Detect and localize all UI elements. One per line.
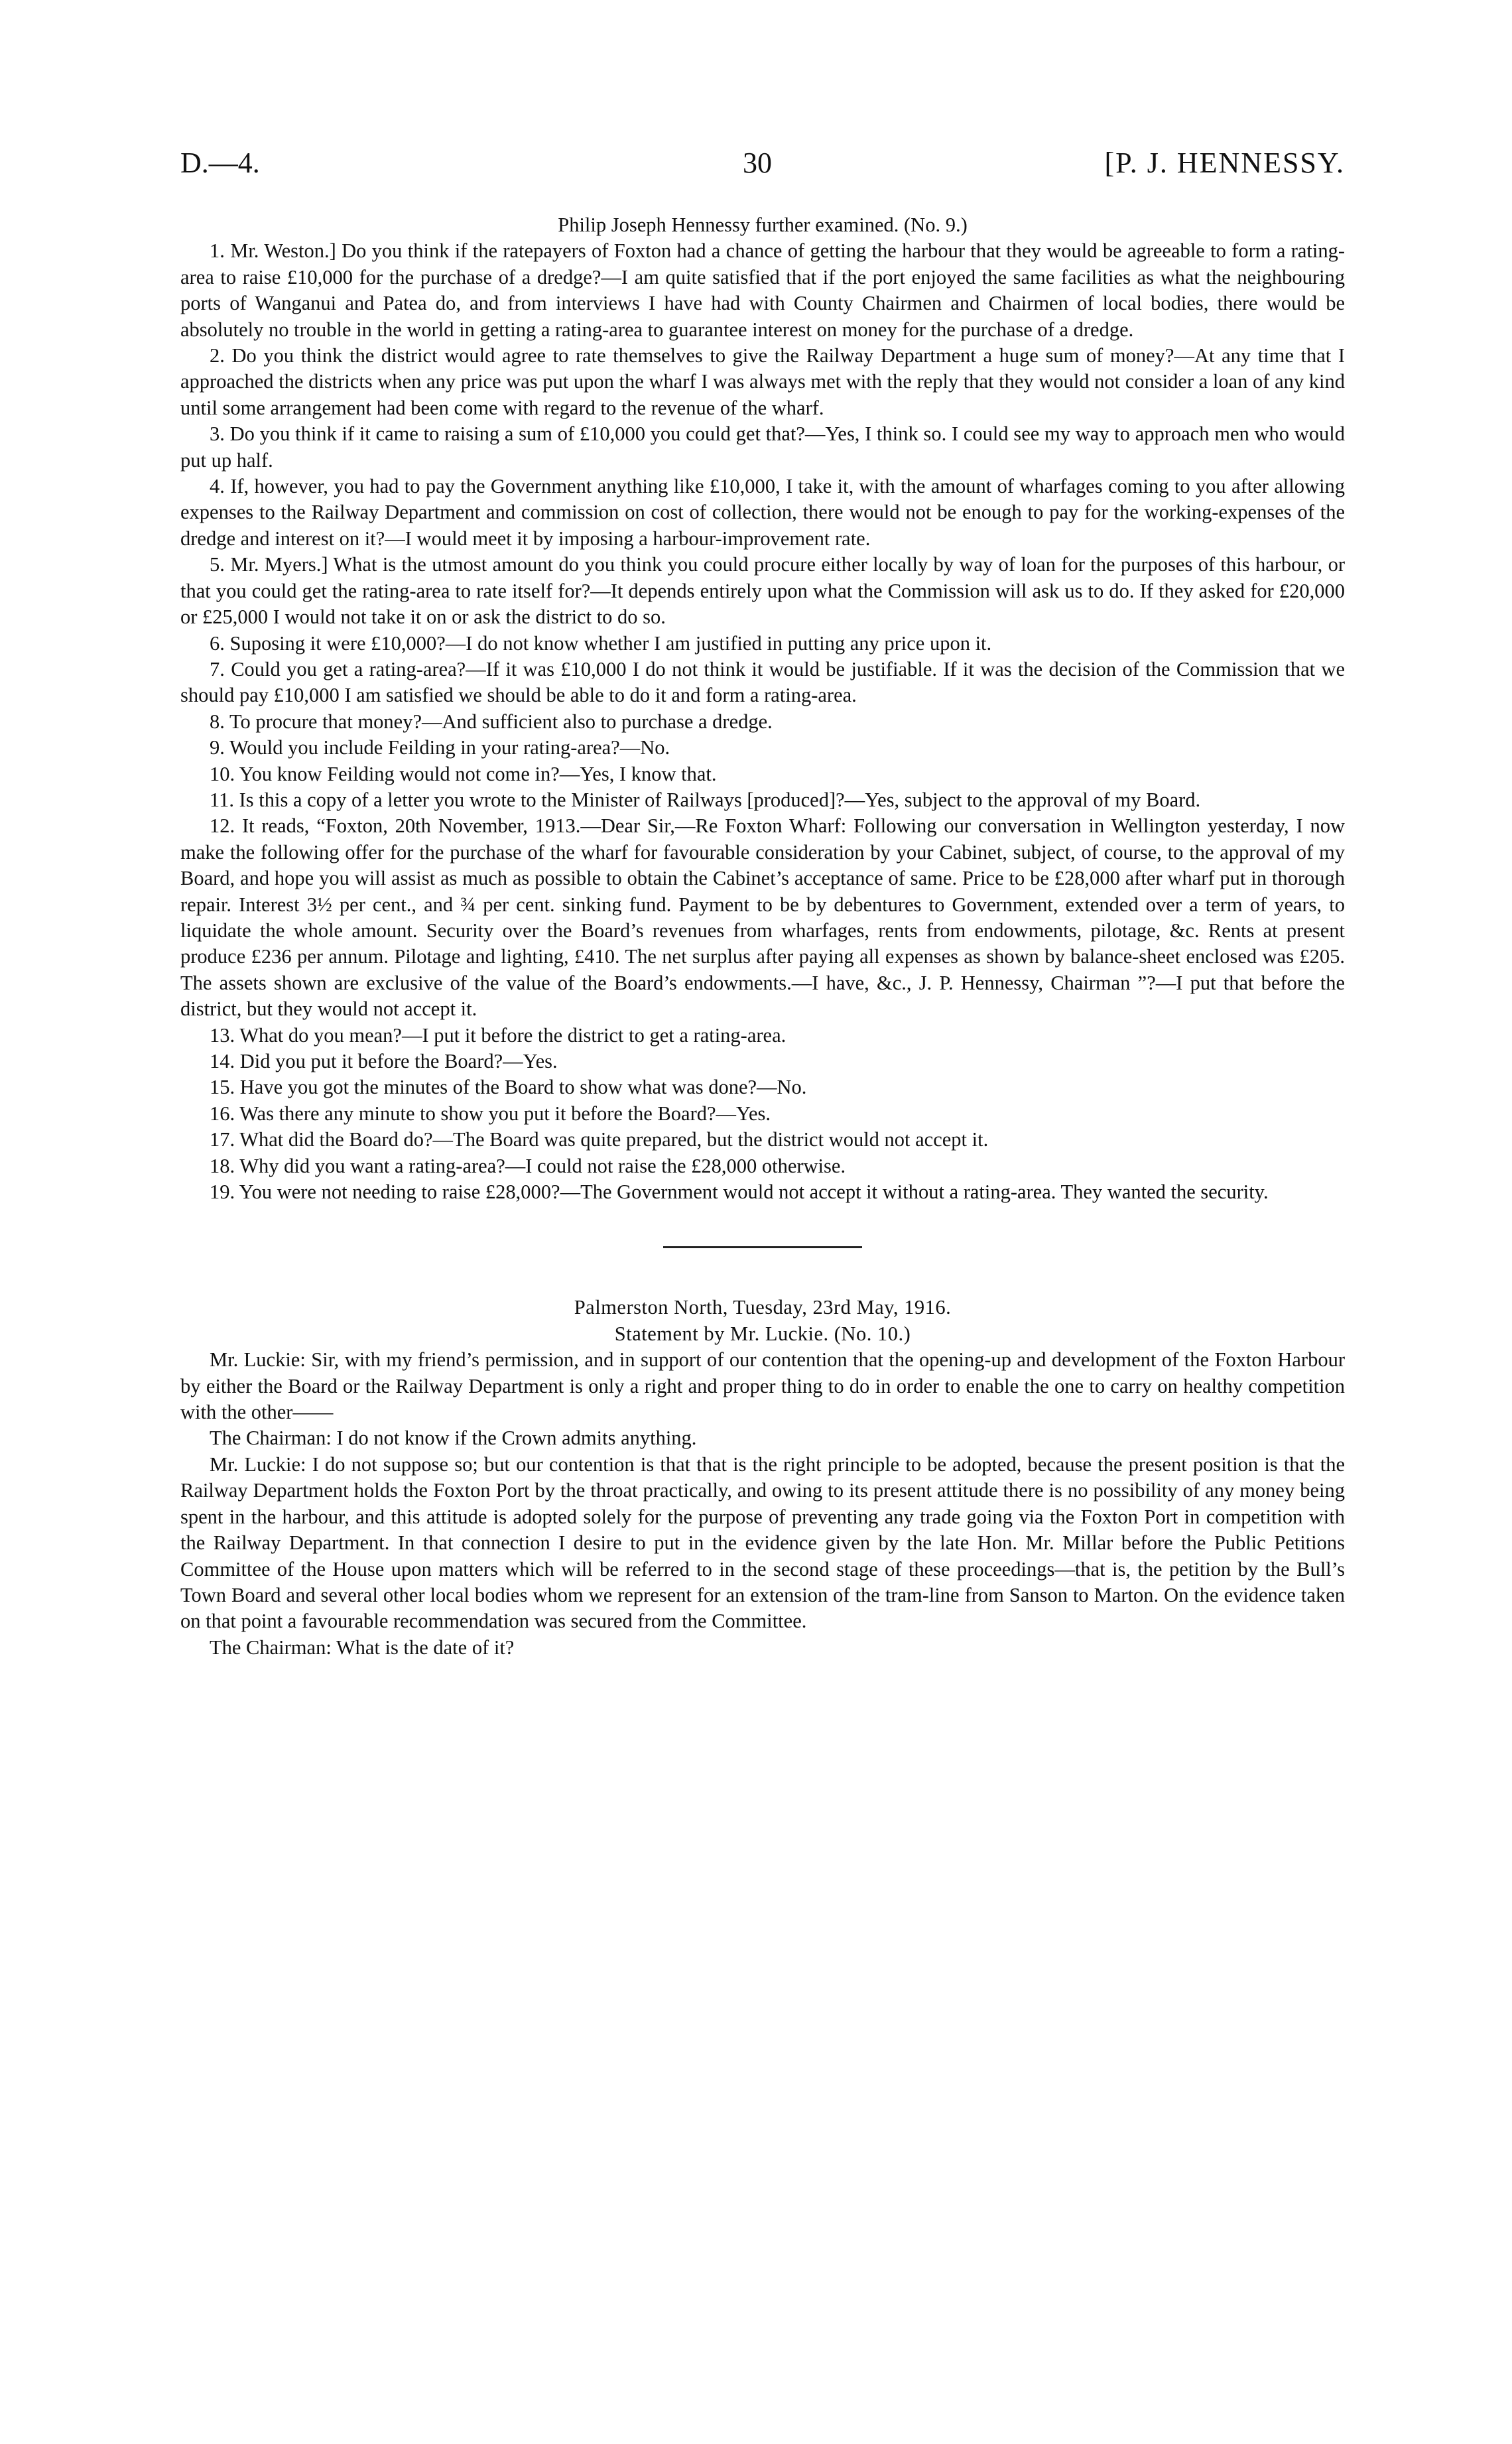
examination-title: Philip Joseph Hennessy further examined. (No. 9.) (558, 214, 968, 236)
paragraph-q15: 15. Have you got the minutes of the Board to show what was done?—No. (210, 1076, 807, 1099)
statement-paragraph: Mr. Luckie: Sir, with my friend’s permission, and in support of our contention that the opening-up and development of the Foxton Harbour by either the Board or the Railway Department is only a right and proper thing to do in order to enable the one to carry on healthy competition with the other—— (180, 1348, 1345, 1424)
paragraph-q4: 4. If, however, you had to pay the Government anything like £10,000, I take it, with the amount of wharfages coming to you after allowing expenses to the Railway Department and commission on cost of collection, there would not be enough to pay for the working-expenses of the dredge and interest on it?—I would meet it by imposing a harbour-improvement rate. (180, 475, 1345, 550)
statement-paragraph: The Chairman: What is the date of it? (210, 1636, 515, 1659)
paragraph-q2: 2. Do you think the district would agree to rate themselves to give the Railway Department a huge sum of money?—At any time that I approached the districts when any price was put upon the wharf I was always met with the reply that they would not consider a loan of any kind until some arrangement had been come with regard to the revenue of the wharf. (180, 344, 1345, 419)
paragraph-q11: 11. Is this a copy of a letter you wrote to the Minister of Railways [produced]?—Yes, subject to the approval of my Board. (210, 788, 1201, 811)
paragraph-q3: 3. Do you think if it came to raising a sum of £10,000 you could get that?—Yes, I think so. I could see my way to approach men who would put up half. (180, 422, 1345, 472)
paragraph-q5: 5. Mr. Myers.] What is the utmost amount do you think you could procure either locally by way of loan for the purposes of this harbour, or that you could get the rating-area to rate itself for?—It depends entirely upon what the Commission will ask us to do. If they asked for £20,000 or £25,000 I would not take it on or ask the district to do so. (180, 553, 1345, 629)
paragraph-q6: 6. Suposing it were £10,000?—I do not know whether I am justified in putting any price upon it. (210, 631, 992, 655)
paragraph-q13: 13. What do you mean?—I put it before the district to get a rating-area. (210, 1023, 787, 1047)
paragraph-q12: 12. It reads, “Foxton, 20th November, 1913.—Dear Sir,—Re Foxton Wharf: Following our conversation in Wellington yesterday, I now make the following offer for the purchase of the wharf for favourable consideration by your Cabinet, subject, of course, to the approval of my Board, and hope you will assist as much as possible to obtain the Cabinet’s acceptance of same. Price to be £28,000 after wharf put in thorough repair. Interest 3½ per cent., and ¾ per cent. sinking fund. Payment to be by debentures to Government, extended over a term of years, to liquidate the whole amount. Security over the Board’s revenues from wharfages, rents from endowments, pilotage, &c. Rents at present produce £236 per annum. Pilotage and lighting, £410. The net surplus after paying all expenses as shown by balance-sheet enclosed was £205. The assets shown are exclusive of the value of the Board’s endowments.—I have, &c., J. P. Hennessy, Chairman ”?—I put that before the district, but they would not accept it. (180, 814, 1345, 1021)
running-head: [P. J. HENNESSY. (1104, 147, 1345, 179)
body-text (180, 212, 1345, 1661)
paragraph-q1: 1. Mr. Weston.] Do you think if the ratepayers of Foxton had a chance of getting the harbour that they would be agreeable to form a rating-area to raise £10,000 for the purchase of a dredge?—I am quite satisfied that if the port enjoyed the same facilities as what the neighbouring ports of Wanganui and Patea do, and from interviews I have had with County Chairmen and Chairmen of local bodies, there would be absolutely no trouble in the world in getting a rating-area to guarantee interest on money for the purchase of a dredge. (180, 239, 1345, 341)
page-number: 30 (743, 147, 772, 179)
paragraph-q18: 18. Why did you want a rating-area?—I could not raise the £28,000 otherwise. (210, 1154, 846, 1177)
page-header (180, 146, 1345, 186)
paragraph-q10: 10. You know Feilding would not come in?—Yes, I know that. (210, 762, 717, 785)
paragraph-q7: 7. Could you get a rating-area?—If it was £10,000 I do not think it would be justifiable. If it was the decision of the Commission that we should pay £10,000 I am satisfied we should be able to do it and form a rating-area. (180, 657, 1345, 707)
paragraph-q8: 8. To procure that money?—And sufficient also to purchase a dredge. (210, 710, 773, 733)
statement-paragraph: The Chairman: I do not know if the Crown admits anything. (210, 1427, 697, 1450)
paragraph-q9: 9. Would you include Feilding in your rating-area?—No. (210, 736, 670, 759)
place-date-heading: Palmerston North, Tuesday, 23rd May, 1916. (574, 1296, 952, 1319)
statement-paragraph: Mr. Luckie: I do not suppose so; but our contention is that that is the right principle to be adopted, because the present position is that the Railway Department holds the Foxton Port by the throat practically, and owing to its present attitude there is no possibility of any money being spent in the harbour, and this attitude is adopted solely for the purpose of preventing any trade going via the Foxton Port in competition with the Railway Department. In that connection I desire to put in the evidence given by the late Hon. Mr. Millar before the Public Petitions Committee of the House upon matters which will be referred to in the second stage of these proceedings—that is, the petition by the Bull’s Town Board and several other local bodies whom we represent for an extension of the tram-line from Sanson to Marton. On the evidence taken on that point a favourable recommendation was secured from the Committee. (180, 1452, 1345, 1633)
section-divider (663, 1246, 862, 1248)
paragraph-q14: 14. Did you put it before the Board?—Yes. (210, 1050, 558, 1072)
paragraph-q17: 17. What did the Board do?—The Board was quite prepared, but the district would not accept it. (210, 1128, 989, 1151)
document-code: D.—4. (180, 147, 260, 179)
statement-title: Statement by Mr. Luckie. (No. 10.) (614, 1322, 911, 1345)
paragraph-q16: 16. Was there any minute to show you put it before the Board?—Yes. (210, 1102, 771, 1125)
paragraph-q19: 19. You were not needing to raise £28,000?—The Government would not accept it without a rating-area. They wanted the security. (210, 1181, 1269, 1204)
